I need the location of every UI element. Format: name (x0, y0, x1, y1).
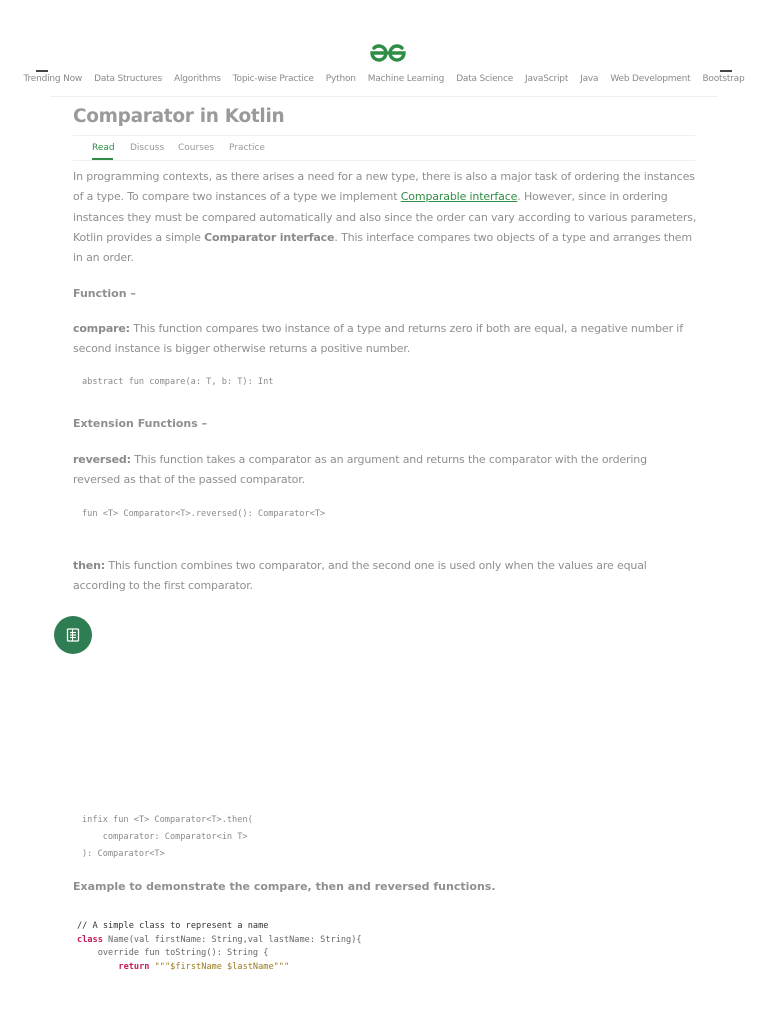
then-term: then: (73, 559, 106, 572)
intro-text-1: In programming contexts, as there arises a need for a new type, there is also a major task of ordering the instances of a type. To compare two instances of a type we implement (73, 170, 695, 204)
source-comment: // A simple class to represent a name (77, 921, 269, 931)
compare-term: compare: (73, 322, 130, 335)
article-fab-button[interactable] (54, 616, 92, 654)
compare-text: This function compares two instance of a type and returns zero if both are equal, a negative number if second instance is bigger otherwise returns a positive number. (73, 322, 683, 356)
intro-text-3: . This interface compares two objects of a type and arranges them in an order. (73, 230, 692, 265)
comparator-interface-bold: Comparator interface (204, 230, 335, 244)
function-heading: Function – (73, 287, 136, 300)
nav-item-data-science[interactable]: Data Science (456, 74, 514, 84)
nav-item-trending-now[interactable]: Trending Now (23, 74, 83, 84)
then-text: This function combines two comparator, and the second one is used only when the values are equal according to the first comparator. (73, 559, 647, 593)
page-title: Comparator in Kotlin (73, 106, 285, 127)
reversed-term: reversed: (73, 453, 131, 466)
extension-functions-heading: Extension Functions – (73, 417, 208, 430)
intro-paragraph (73, 167, 697, 268)
compare-code: abstract fun compare(a: T, b: T): Int (82, 377, 274, 387)
nav-item-topic-wise-practice[interactable]: Topic-wise Practice (232, 74, 314, 84)
reversed-paragraph (73, 450, 697, 491)
nav-divider (50, 96, 718, 97)
gfg-logo-icon[interactable] (368, 42, 408, 64)
nav-item-algorithms[interactable]: Algorithms (174, 74, 221, 84)
top-navigation (0, 74, 768, 88)
then-paragraph (73, 556, 697, 597)
then-code-line-2: comparator: Comparator<in T> (82, 832, 248, 842)
source-string: """$firstName $lastName""" (149, 962, 290, 972)
compare-paragraph (73, 319, 697, 360)
example-heading: Example to demonstrate the compare, then and reversed functions. (73, 880, 496, 893)
nav-item-java[interactable]: Java (580, 74, 599, 84)
nav-item-machine-learning[interactable]: Machine Learning (367, 74, 445, 84)
source-indent (77, 962, 118, 972)
article-icon (65, 627, 81, 643)
nav-item-web-development[interactable]: Web Development (610, 74, 691, 84)
reversed-text: This function takes a comparator as an argument and returns the comparator with the ordering reversed as that of the passed comparator. (73, 453, 647, 487)
intro-text-2: . However, since in ordering instances they must be compared automatically and also since the order can vary according to various parameters, Kotlin provides a simple (73, 190, 697, 244)
tab-discuss[interactable]: Discuss (130, 143, 165, 153)
then-code-line-3: ): Comparator<T> (82, 849, 165, 859)
nav-item-javascript[interactable]: JavaScript (525, 74, 569, 84)
source-line-3 (77, 948, 268, 958)
tab-practice[interactable]: Practice (229, 143, 265, 153)
tab-read[interactable]: Read (92, 143, 115, 153)
comparable-interface-link[interactable]: Comparable interface (400, 190, 518, 204)
source-class-decl: Name(val firstName: String,val lastName: String){ (102, 935, 362, 945)
then-code-line-1: infix fun <T> Comparator<T>.then( (82, 815, 253, 825)
article-tabs (73, 135, 695, 161)
source-override: override fun toString(): String { (77, 948, 269, 958)
nav-item-data-structures[interactable]: Data Structures (94, 74, 162, 84)
source-line-4 (77, 962, 289, 972)
source-keyword-return: return (118, 962, 150, 972)
tab-courses[interactable]: Courses (178, 143, 215, 153)
reversed-code: fun <T> Comparator<T>.reversed(): Comparator<T> (82, 509, 326, 519)
nav-scroll-right-icon[interactable] (720, 70, 732, 72)
source-keyword-class: class (77, 935, 103, 945)
nav-scroll-left-icon[interactable] (36, 70, 48, 72)
source-line-2 (77, 935, 362, 945)
active-tab-indicator (92, 158, 113, 160)
nav-item-bootstrap[interactable]: Bootstrap (702, 74, 745, 84)
nav-item-python[interactable]: Python (325, 74, 356, 84)
source-line-1 (77, 921, 268, 931)
